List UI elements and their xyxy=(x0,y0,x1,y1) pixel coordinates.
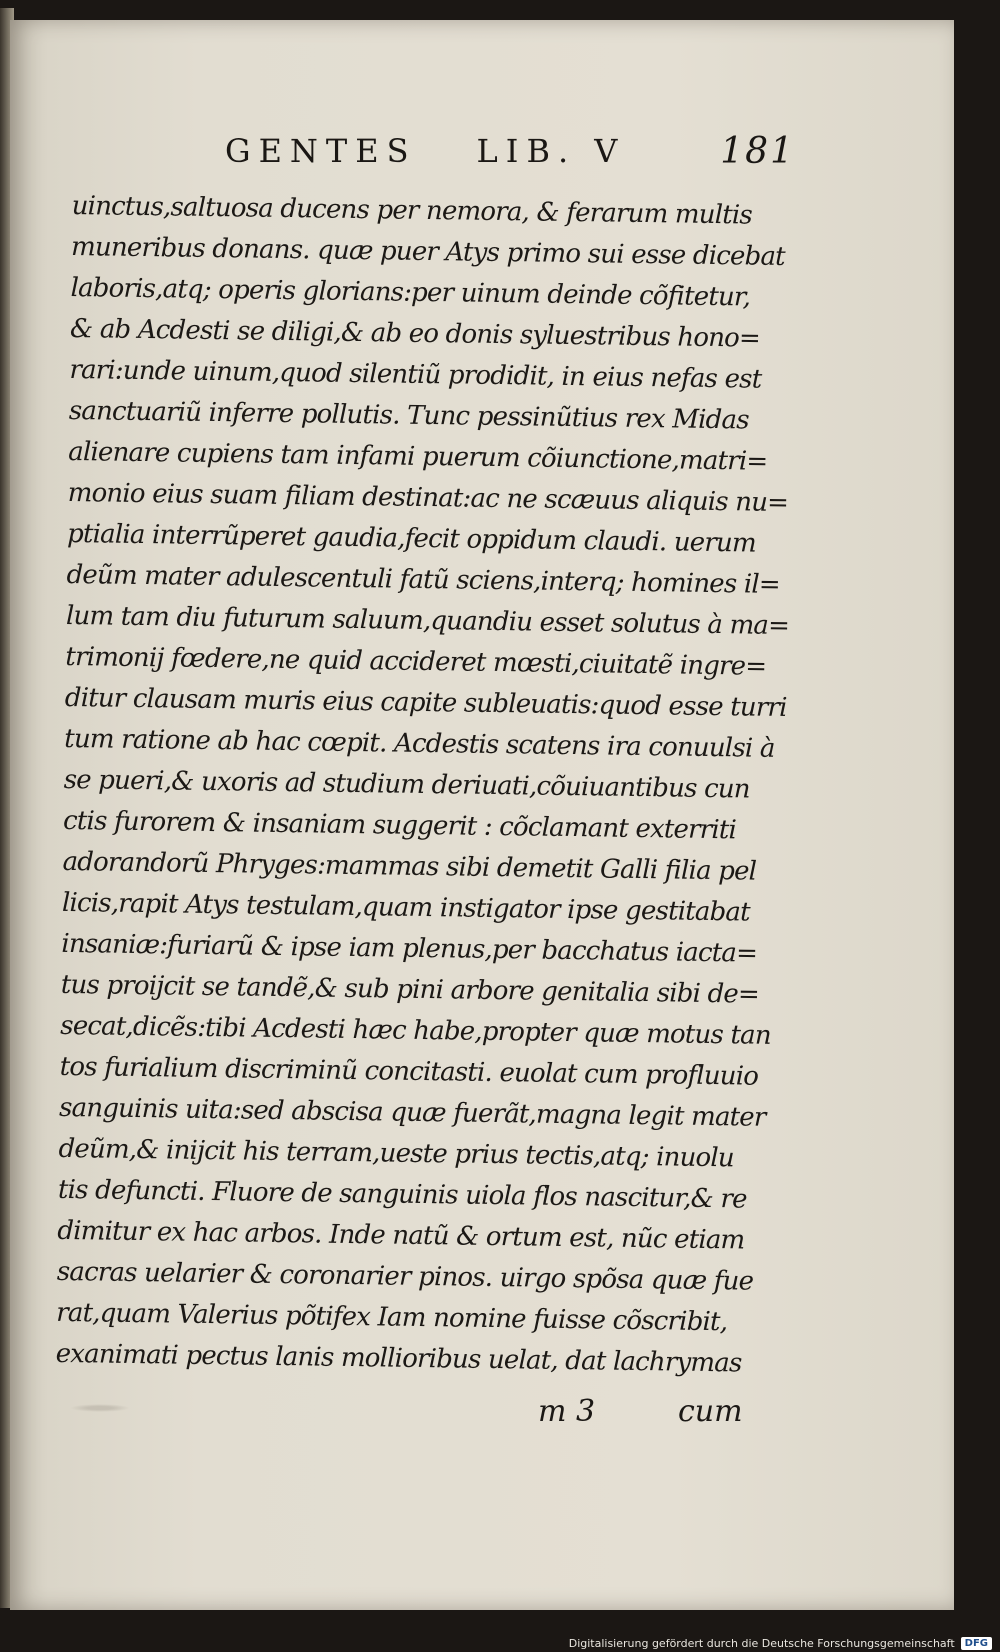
text-line: rat,quam Valerius põtifex Iam nomine fuisse cõscribit, xyxy=(56,1297,728,1338)
text-line: sanguinis uita:sed abscisa quæ fuerãt,magna legit mater xyxy=(58,1092,766,1133)
text-line: tis defuncti. Fluore de sanguinis uiola flos nascitur,& re xyxy=(57,1174,747,1215)
text-line: laboris,atq; operis glorians:per uinum deinde cõfitetur, xyxy=(70,272,751,313)
text-line: & ab Acdesti se diligi,& ab eo donis syluestribus hono= xyxy=(69,313,761,354)
text-line: deũm,& inijcit his terram,ueste prius tectis,atq; inuolu xyxy=(58,1133,735,1174)
page-footer xyxy=(528,1394,828,1444)
text-line: sanctuariũ inferre pollutis. Tunc pessinũtius rex Midas xyxy=(68,395,749,436)
text-line: muneribus donans. quæ puer Atys primo sui esse dicebat xyxy=(70,231,786,272)
text-line: licis,rapit Atys testulam,quam instigator ipse gestitabat xyxy=(61,887,750,928)
text-line: se pueri,& uxoris ad studium deriuati,cõuiuantibus cun xyxy=(63,764,750,805)
text-line: alienare cupiens tam infami puerum cõiunctione,matri= xyxy=(68,436,768,477)
running-head-title: GENTES xyxy=(225,132,417,170)
digitization-bar xyxy=(0,1634,1000,1652)
text-line: adorandorũ Phryges:mammas sibi demetit Galli filia pel xyxy=(62,846,757,887)
text-line: sacras uelarier & coronarier pinos. uirgo spõsa quæ fue xyxy=(56,1256,754,1297)
text-line: tus proijcit se tandẽ,& sub pini arbore genitalia sibi de= xyxy=(60,969,760,1010)
text-line: secat,dicẽs:tibi Acdesti hæc habe,propter quæ motus tan xyxy=(60,1010,772,1051)
text-line: uinctus,saltuosa ducens per nemora, & ferarum multis xyxy=(71,190,753,231)
text-line: insaniæ:furiarũ & ipse iam plenus,per bacchatus iacta= xyxy=(61,928,758,969)
text-line: exanimati pectus lanis mollioribus uelat, dat lachrymas xyxy=(55,1338,742,1379)
text-line: lum tam diu futurum saluum,quandiu esset solutus à ma= xyxy=(65,600,790,642)
catchword: cum xyxy=(678,1394,743,1429)
text-line: tum ratione ab hac cœpit. Acdestis scatens ira conuulsi à xyxy=(64,723,775,764)
ink-smudge xyxy=(70,1404,130,1412)
text-line: ditur clausam muris eius capite subleuatis:quod esse turri xyxy=(64,682,787,724)
text-line: dimitur ex hac arbos. Inde natũ & ortum est, nũc etiam xyxy=(57,1215,745,1256)
text-line: ptialia interrũperet gaudia,fecit oppidum claudi. uerum xyxy=(66,518,757,559)
running-head-book: LIB. V xyxy=(476,132,626,170)
folio-number: 181 xyxy=(720,130,795,172)
text-line: ctis furorem & insaniam suggerit : cõclamant exterriti xyxy=(62,805,737,846)
text-line: rari:unde uinum,quod silentiũ prodidit, in eius nefas est xyxy=(69,354,762,395)
signature-mark: m 3 xyxy=(538,1394,596,1429)
text-line: trimonij fœdere,ne quid accideret mœsti,ciuitatẽ ingre= xyxy=(65,641,767,682)
text-line: tos furialium discriminũ concitasti. euolat cum profluuio xyxy=(59,1051,759,1092)
digitization-note: Digitalisierung gefördert durch die Deutsche Forschungsgemeinschaft xyxy=(568,1636,955,1650)
dfg-logo: DFG xyxy=(961,1637,992,1650)
text-line: monio eius suam filiam destinat:ac ne scæuus aliquis nu= xyxy=(67,477,789,519)
text-line: deũm mater adulescentuli fatũ sciens,interq; homines il= xyxy=(66,559,781,600)
text-block xyxy=(55,186,804,1385)
running-head xyxy=(225,120,795,182)
